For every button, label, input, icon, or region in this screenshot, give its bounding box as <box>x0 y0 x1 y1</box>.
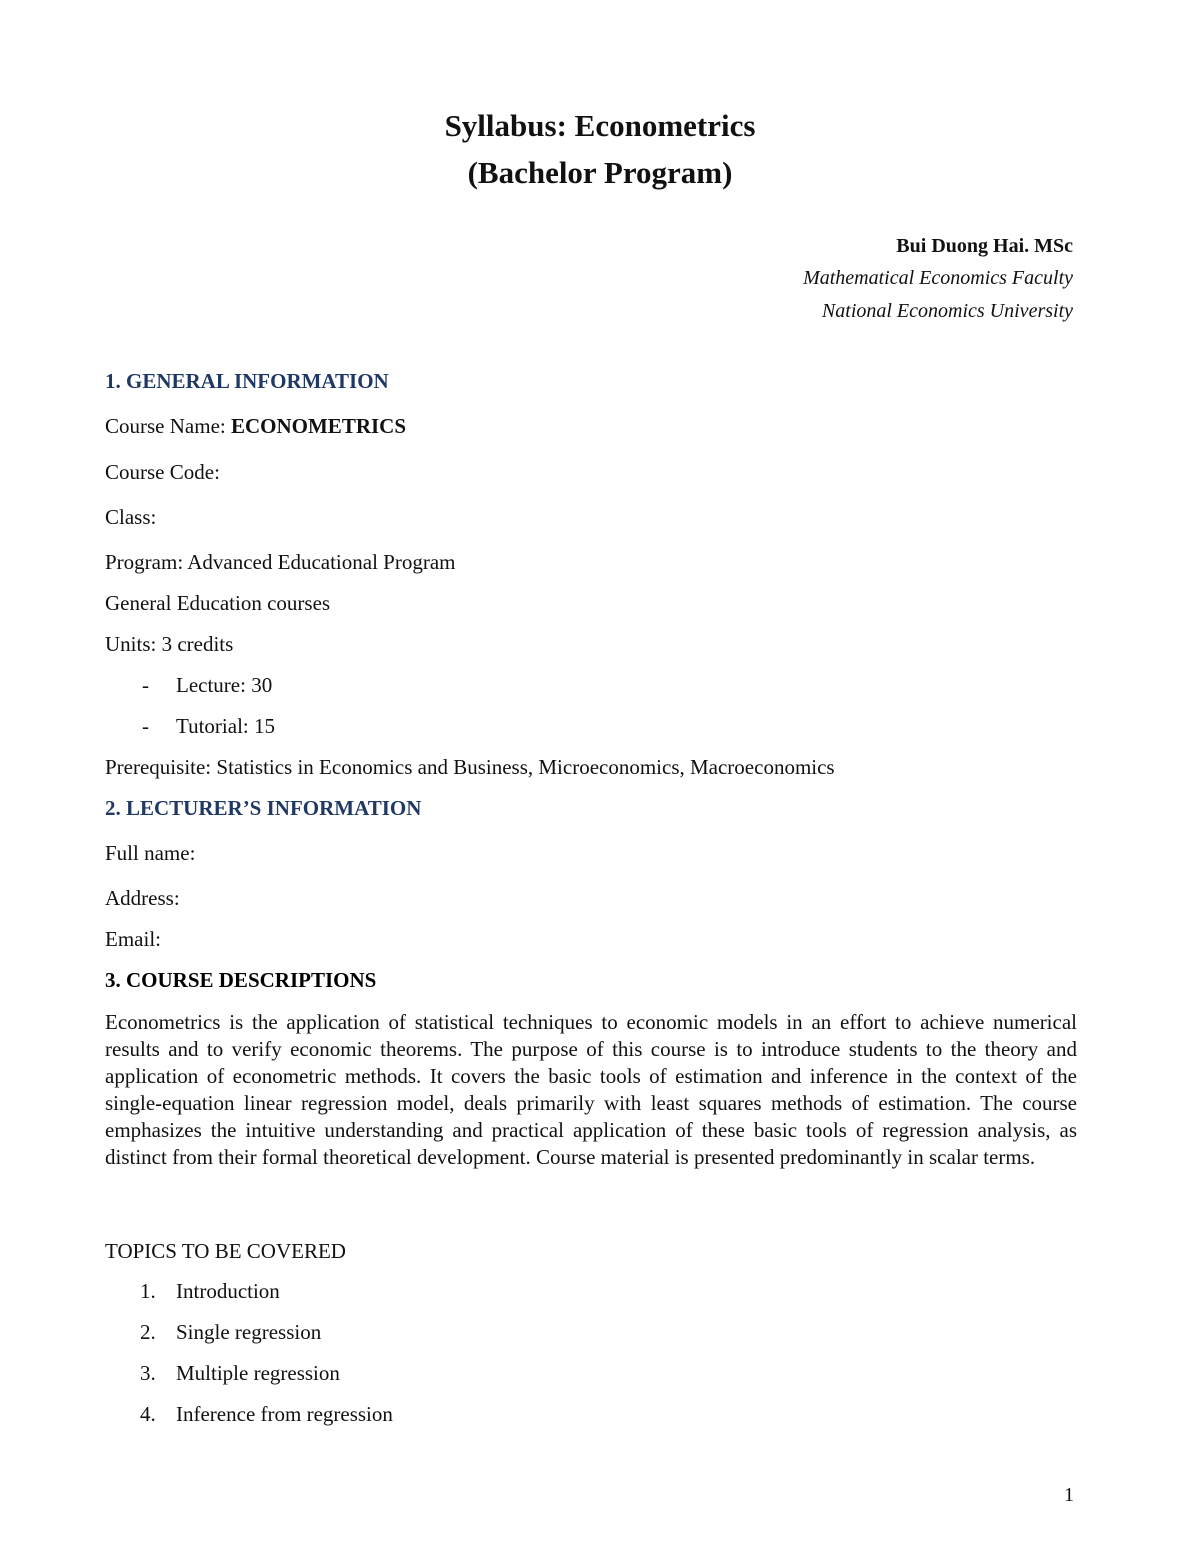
section-1-heading: 1. GENERAL INFORMATION <box>105 369 389 393</box>
topic-item: Single regression <box>176 1320 322 1344</box>
topics-heading: TOPICS TO BE COVERED <box>105 1239 346 1263</box>
topic-number: 1. <box>140 1279 156 1303</box>
address-line: Address: <box>105 886 180 910</box>
topic-item: Multiple regression <box>176 1361 340 1385</box>
section-3-heading: 3. COURSE DESCRIPTIONS <box>105 968 377 992</box>
author-name: Bui Duong Hai. MSc <box>896 235 1073 257</box>
general-education-line: General Education courses <box>105 591 331 615</box>
author-faculty: Mathematical Economics Faculty <box>803 267 1073 289</box>
title-line-2: (Bachelor Program) <box>467 155 733 190</box>
course-name-line <box>105 414 406 439</box>
program-line: Program: Advanced Educational Program <box>105 550 456 574</box>
bullet-dash: - <box>142 673 149 697</box>
full-name-line: Full name: <box>105 841 196 865</box>
unit-item-lecture: Lecture: 30 <box>176 673 273 697</box>
course-description-paragraph: Econometrics is the application of statistical techniques to economic models in an effort to achieve numerical results and to verify economic theorems. The purpose of this course is to introduce students to the theory and application of econometric methods. It covers the basic tools of estimation and inference in the context of the single-equation linear regression model, deals primarily with least squares methods of estimation. The course emphasizes the intuitive understanding and practical application of these basic tools of regression analysis, as distinct from their formal theoretical development. Course material is presented predominantly in scalar terms. <box>105 1010 1077 1169</box>
email-line: Email: <box>105 927 161 951</box>
topic-number: 2. <box>140 1320 156 1344</box>
topic-number: 3. <box>140 1361 156 1385</box>
course-name-label: Course Name: <box>105 414 231 438</box>
topic-item: Introduction <box>176 1279 280 1303</box>
section-2-heading: 2. LECTURER’S INFORMATION <box>105 796 422 820</box>
class-line: Class: <box>105 505 157 529</box>
prerequisite-line: Prerequisite: Statistics in Economics and Business, Microeconomics, Macroeconomics <box>105 755 835 779</box>
course-code-line: Course Code: <box>105 460 220 484</box>
author-university: National Economics University <box>821 300 1073 322</box>
units-line: Units: 3 credits <box>105 632 234 656</box>
course-name-value: ECONOMETRICS <box>230 414 407 438</box>
page-number: 1 <box>1064 1484 1074 1506</box>
unit-item-tutorial: Tutorial: 15 <box>176 714 275 738</box>
title-line-1: Syllabus: Econometrics <box>444 108 756 143</box>
topic-number: 4. <box>140 1402 156 1426</box>
topic-item: Inference from regression <box>176 1402 393 1426</box>
bullet-dash: - <box>142 714 149 738</box>
